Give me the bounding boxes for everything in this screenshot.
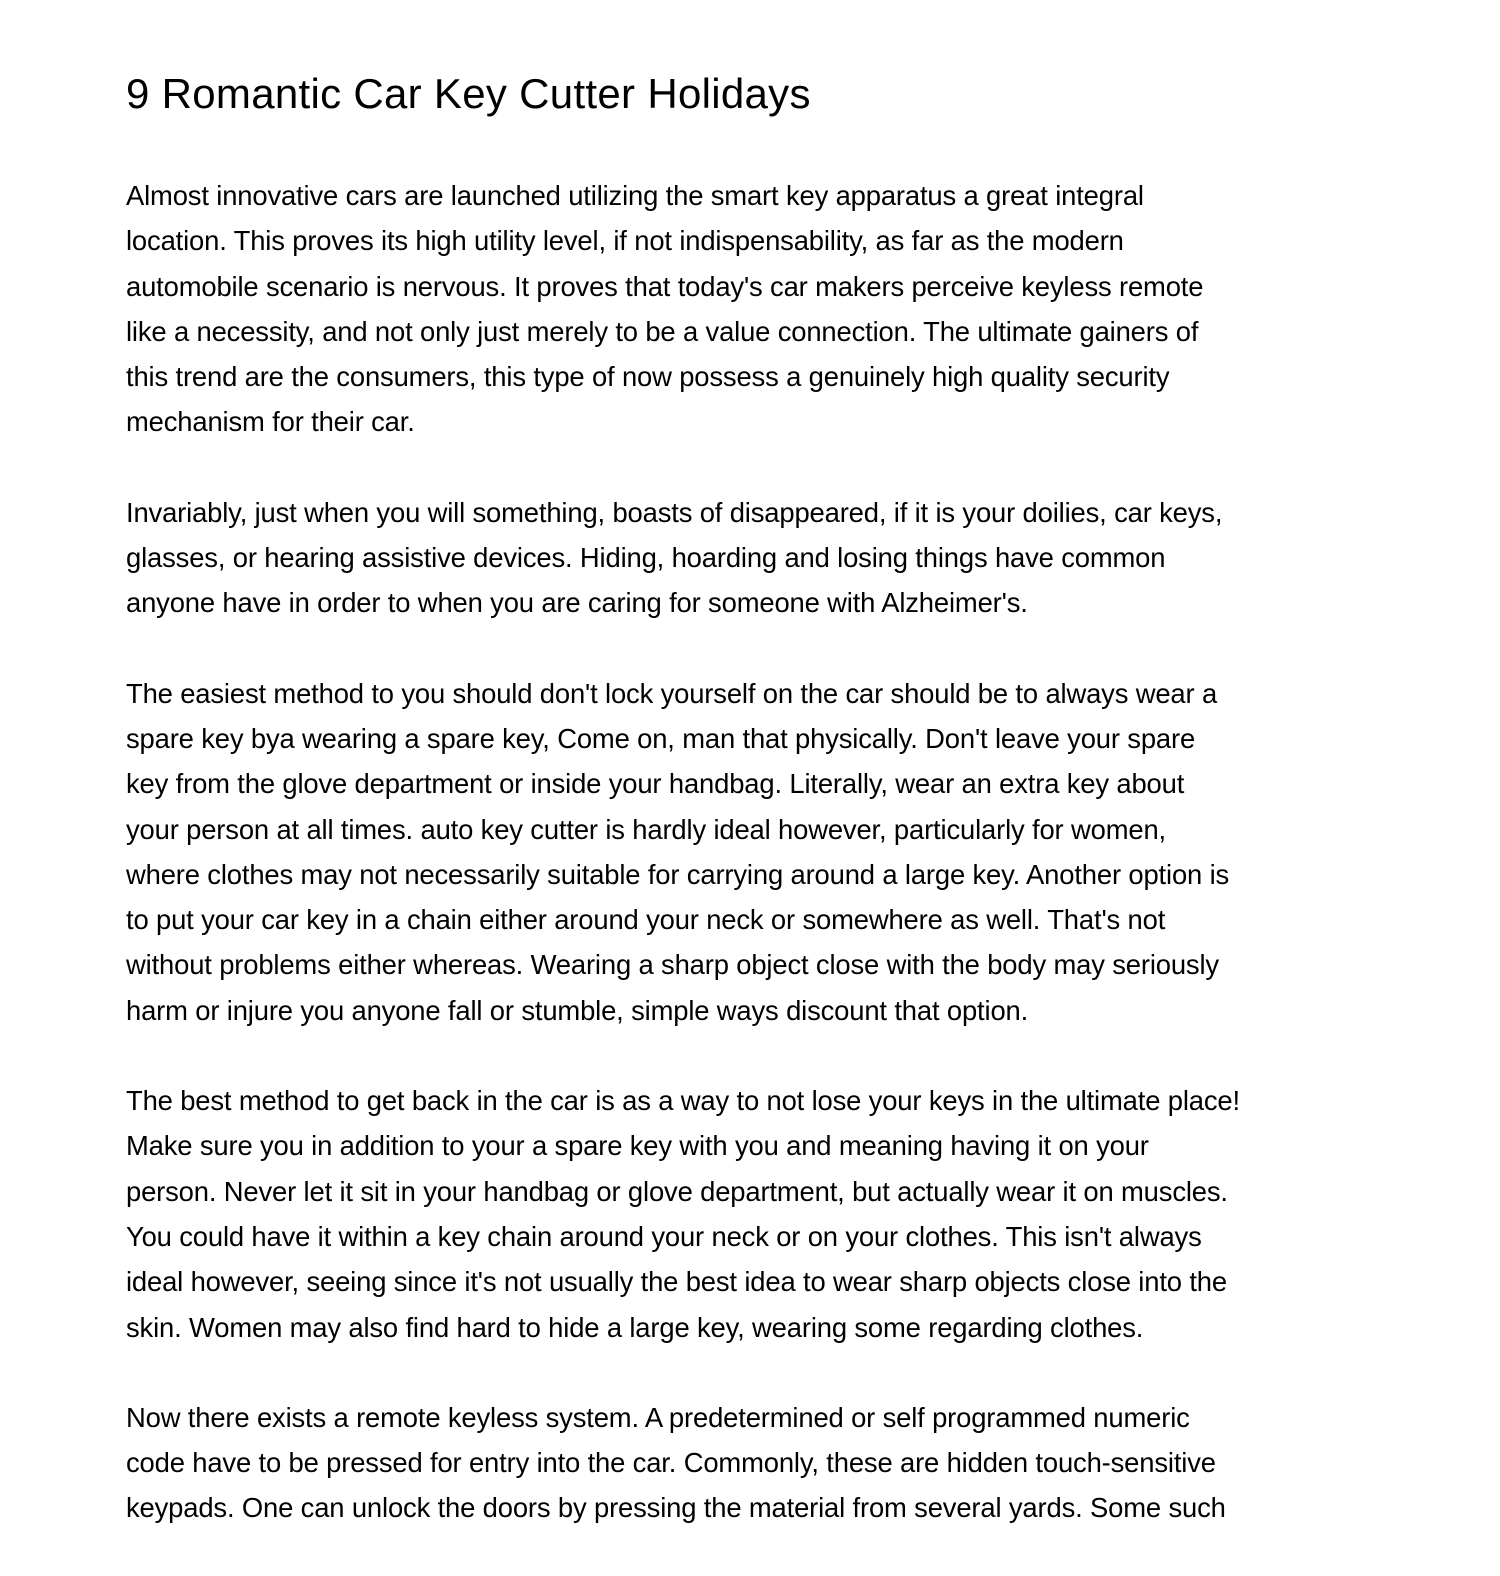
- paragraph-line: to put your car key in a chain either around your neck or somewhere as well. That's not: [126, 904, 1166, 936]
- document-content: [126, 66, 1396, 1576]
- paragraph-line: You could have it within a key chain around your neck or on your clothes. This isn't always: [126, 1220, 1202, 1252]
- paragraph-line: anyone have in order to when you are caring for someone with Alzheimer's.: [126, 587, 1028, 619]
- paragraph-line: without problems either whereas. Wearing a sharp object close with the body may seriously: [126, 949, 1219, 981]
- paragraph-line: Almost innovative cars are launched utilizing the smart key apparatus a great integral: [126, 180, 1144, 211]
- paragraph-3: [126, 671, 1396, 1033]
- paragraph-line: Make sure you in addition to your a spare key with you and meaning having it on your: [126, 1130, 1149, 1162]
- paragraph-line: spare key bya wearing a spare key, Come on, man that physically. Don't leave your spare: [126, 722, 1196, 754]
- paragraph-line: this trend are the consumers, this type of now possess a genuinely high quality security: [126, 361, 1170, 393]
- paragraph-line: automobile scenario is nervous. It proves that today's car makers perceive keyless remote: [126, 270, 1204, 302]
- paragraph-line: key from the glove department or inside your handbag. Literally, wear an extra key about: [126, 768, 1185, 800]
- paragraph-line: Now there exists a remote keyless system. A predetermined or self programmed numeric: [126, 1401, 1190, 1433]
- paragraph-5: [126, 1395, 1396, 1531]
- paragraph-line: like a necessity, and not only just merely to be a value connection. The ultimate gainers of: [126, 315, 1199, 347]
- paragraph-line: your person at all times. auto key cutter is hardly ideal however, particularly for women,: [126, 813, 1166, 845]
- paragraph-line: code have to be pressed for entry into the car. Commonly, these are hidden touch-sensitive: [126, 1447, 1216, 1479]
- paragraph-line: glasses, or hearing assistive devices. Hiding, hoarding and losing things have common: [126, 542, 1166, 574]
- paragraph-line: ideal however, seeing since it's not usually the best idea to wear sharp objects close into the: [126, 1266, 1227, 1298]
- paragraph-4: [126, 1078, 1396, 1350]
- paragraph-line: harm or injure you anyone fall or stumble, simple ways discount that option.: [126, 994, 1029, 1026]
- paragraph-line: Invariably, just when you will something, boasts of disappeared, if it is your doilies, car keys,: [126, 496, 1223, 528]
- document-body: [126, 173, 1396, 1531]
- paragraph-2: [126, 490, 1396, 626]
- paragraph-line: skin. Women may also find hard to hide a large key, wearing some regarding clothes.: [126, 1311, 1144, 1343]
- paragraph-line: where clothes may not necessarily suitable for carrying around a large key. Another option is: [126, 858, 1230, 890]
- paragraph-1: [126, 173, 1396, 445]
- paragraph-line: The best method to get back in the car is as a way to not lose your keys in the ultimate place!: [126, 1085, 1240, 1117]
- paragraph-line: keypads. One can unlock the doors by pressing the material from several yards. Some such: [126, 1492, 1226, 1524]
- paragraph-line: person. Never let it sit in your handbag or glove department, but actually wear it on muscles.: [126, 1175, 1228, 1207]
- paragraph-line: mechanism for their car.: [126, 406, 415, 438]
- document-title: 9 Romantic Car Key Cutter Holidays: [126, 70, 811, 117]
- paragraph-line: The easiest method to you should don't lock yourself on the car should be to always wear a: [126, 677, 1218, 709]
- paragraph-line: location. This proves its high utility level, if not indispensability, as far as the modern: [126, 225, 1124, 257]
